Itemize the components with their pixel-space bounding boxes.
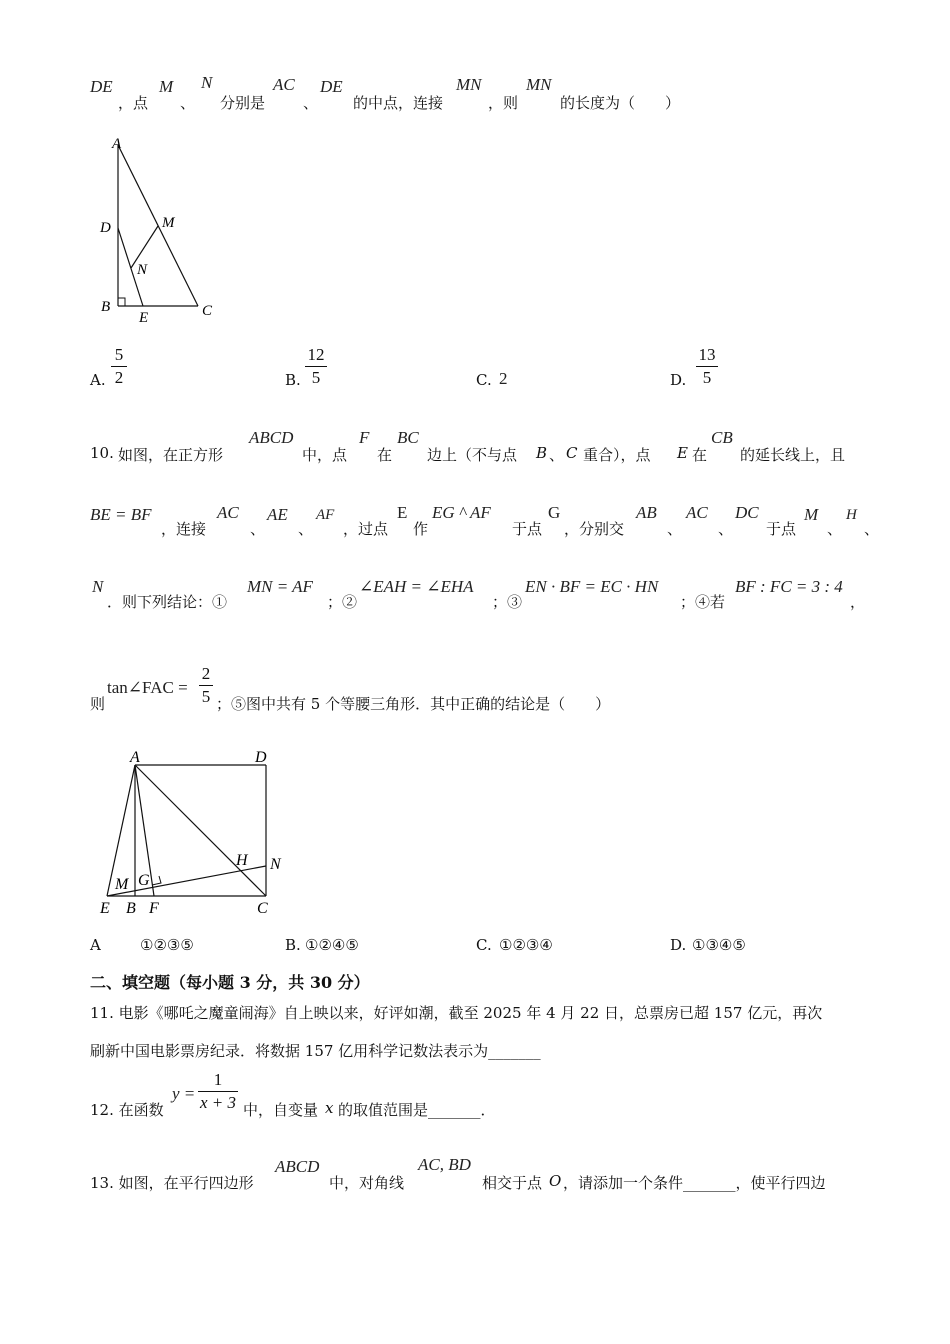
conclusion-1: MN = AF	[247, 577, 313, 596]
q10-text: ；⑤图中共有 5 个等腰三角形．其中正确的结论是（ ）	[216, 695, 611, 713]
option-B-value[interactable]: ①②④⑤	[305, 936, 359, 954]
option-C-label[interactable]: C.	[476, 371, 492, 389]
q10-text: 、	[298, 520, 314, 538]
q10-text: 于点	[766, 520, 797, 538]
q10-text: 重合），点	[583, 446, 651, 464]
math-y-equals: y =	[172, 1084, 196, 1103]
label-B: B	[126, 900, 136, 917]
label-D: D	[100, 220, 111, 236]
q9-text: 分别是	[220, 94, 266, 112]
option-C-value[interactable]: 2	[499, 369, 508, 388]
label-A: A	[112, 136, 122, 152]
option-B-fraction[interactable]: 12 5	[305, 345, 327, 388]
q11-line-2: 刷新中国电影票房纪录．将数据 157 亿用科学记数法表示为_______	[90, 1042, 541, 1060]
q10-text: ，过点	[343, 520, 389, 538]
option-B-label[interactable]: B.	[285, 936, 301, 954]
option-D-fraction[interactable]: 13 5	[696, 345, 718, 388]
q10-text: 如图，在正方形	[118, 446, 224, 464]
math-E: E	[397, 503, 408, 522]
q10-text: 、	[864, 520, 880, 538]
math-N: N	[92, 577, 104, 596]
math-M: M	[159, 77, 174, 96]
math-BE-eq-BF: BE = BF	[90, 505, 152, 524]
label-B: B	[101, 299, 111, 315]
math-MN: MN	[526, 75, 552, 94]
conclusion-2: ∠EAH = ∠EHA	[359, 577, 474, 596]
q13-text: ，请添加一个条件_______，使平行四边	[563, 1174, 826, 1192]
label-E: E	[139, 310, 149, 326]
q13-text: 相交于点	[482, 1174, 543, 1192]
q10-text: ．则下列结论：①	[107, 593, 228, 611]
q10-text: ；②	[327, 593, 358, 611]
label-C: C	[202, 303, 213, 319]
q9-text: ，点	[118, 94, 149, 112]
math-AE: AE	[267, 505, 288, 524]
question-number: 10.	[90, 444, 114, 462]
math-EG-perp-AF: EG ^ AF	[432, 503, 491, 522]
math-H: H	[846, 507, 857, 523]
q10-text: 、	[827, 520, 843, 538]
q9-triangle-figure	[90, 130, 230, 330]
math-AB: AB	[636, 503, 657, 522]
q9-text: 的长度为（ ）	[560, 94, 681, 112]
q10-text: 边上（不与点	[427, 446, 518, 464]
option-A-label[interactable]: A.	[90, 371, 106, 389]
q12-text: 的取值范围是_______．	[338, 1101, 496, 1119]
math-ABCD: ABCD	[249, 428, 294, 447]
q10-text: 、	[549, 446, 565, 464]
math-AC: AC	[686, 503, 708, 522]
math-fraction-1-over-x-plus-3: 1 x + 3	[199, 1070, 237, 1112]
q9-text: ，则	[488, 94, 519, 112]
q10-text: 中，点	[302, 446, 348, 464]
label-N: N	[137, 262, 148, 278]
q9-text: 、	[180, 94, 196, 112]
math-DE: DE	[90, 77, 113, 96]
math-x: x	[325, 1099, 334, 1117]
q12-text: 中，自变量	[243, 1101, 319, 1119]
label-H: H	[236, 852, 248, 869]
math-AC: AC	[217, 503, 239, 522]
math-MN: MN	[456, 75, 482, 94]
q10-text: 在	[377, 446, 393, 464]
option-D-label[interactable]: D.	[670, 371, 687, 389]
option-A-label[interactable]: A	[90, 936, 101, 954]
q10-square-figure	[95, 745, 295, 920]
math-B: B	[536, 444, 548, 462]
math-AC: AC	[273, 75, 295, 94]
math-C: C	[566, 444, 578, 462]
math-ABCD: ABCD	[275, 1157, 320, 1176]
q10-text: 则	[90, 695, 106, 713]
option-C-value[interactable]: ①②③④	[499, 936, 553, 954]
math-DC: DC	[735, 503, 759, 522]
label-F: F	[149, 900, 159, 917]
option-A-value[interactable]: ①②③⑤	[140, 936, 194, 954]
math-DE: DE	[320, 77, 343, 96]
option-D-label[interactable]: D.	[670, 936, 687, 954]
q9-text: 的中点，连接	[353, 94, 444, 112]
option-A-fraction[interactable]: 5 2	[111, 345, 127, 388]
q10-text: ；④若	[680, 593, 726, 611]
q10-text: ，分别交	[564, 520, 625, 538]
q10-text: 、	[718, 520, 734, 538]
math-CB: CB	[711, 428, 733, 447]
section-heading: 二、填空题（每小题 3 分，共 30 分）	[90, 973, 370, 992]
option-B-label[interactable]: B.	[285, 371, 301, 389]
math-AF: AF	[316, 507, 335, 523]
q13-text: 13. 如图，在平行四边形	[90, 1174, 254, 1192]
q11-line-1: 11. 电影《哪吒之魔童闹海》自上映以来，好评如潮，截至 2025 年 4 月 22 日，总票房已超 157 亿元，再次	[90, 1004, 823, 1022]
label-A: A	[130, 749, 140, 766]
q10-text: ；③	[492, 593, 523, 611]
math-BC: BC	[397, 428, 419, 447]
conclusion-4-condition: BF : FC = 3 : 4	[735, 577, 843, 596]
q13-text: 中，对角线	[329, 1174, 405, 1192]
math-N: N	[201, 73, 213, 92]
math-fraction-2-5: 2 5	[199, 664, 213, 707]
math-AC-BD: AC, BD	[418, 1155, 471, 1174]
label-D: D	[255, 749, 267, 766]
label-C: C	[257, 900, 268, 917]
math-tan-FAC: tan∠FAC =	[107, 678, 188, 697]
q10-text: 在	[692, 446, 708, 464]
label-M: M	[162, 215, 175, 231]
label-E: E	[100, 900, 110, 917]
math-O: O	[549, 1172, 562, 1190]
option-D-value[interactable]: ①③④⑤	[692, 936, 746, 954]
q10-text: 、	[250, 520, 266, 538]
math-F: F	[359, 428, 370, 447]
q10-text: 的延长线上，且	[740, 446, 846, 464]
label-N: N	[270, 856, 281, 873]
label-M: M	[115, 876, 129, 893]
q10-text: ，	[850, 593, 866, 611]
math-M: M	[804, 505, 819, 524]
q10-text: 、	[667, 520, 683, 538]
label-G: G	[138, 872, 150, 889]
math-G: G	[548, 503, 561, 522]
q9-text: 、	[303, 94, 319, 112]
math-E: E	[677, 444, 688, 462]
q12-text: 12. 在函数	[90, 1101, 164, 1119]
q10-text: 于点	[512, 520, 543, 538]
q10-text: 作	[413, 520, 429, 538]
conclusion-3: EN · BF = EC · HN	[525, 577, 659, 596]
option-C-label[interactable]: C.	[476, 936, 492, 954]
q10-text: ，连接	[161, 520, 207, 538]
